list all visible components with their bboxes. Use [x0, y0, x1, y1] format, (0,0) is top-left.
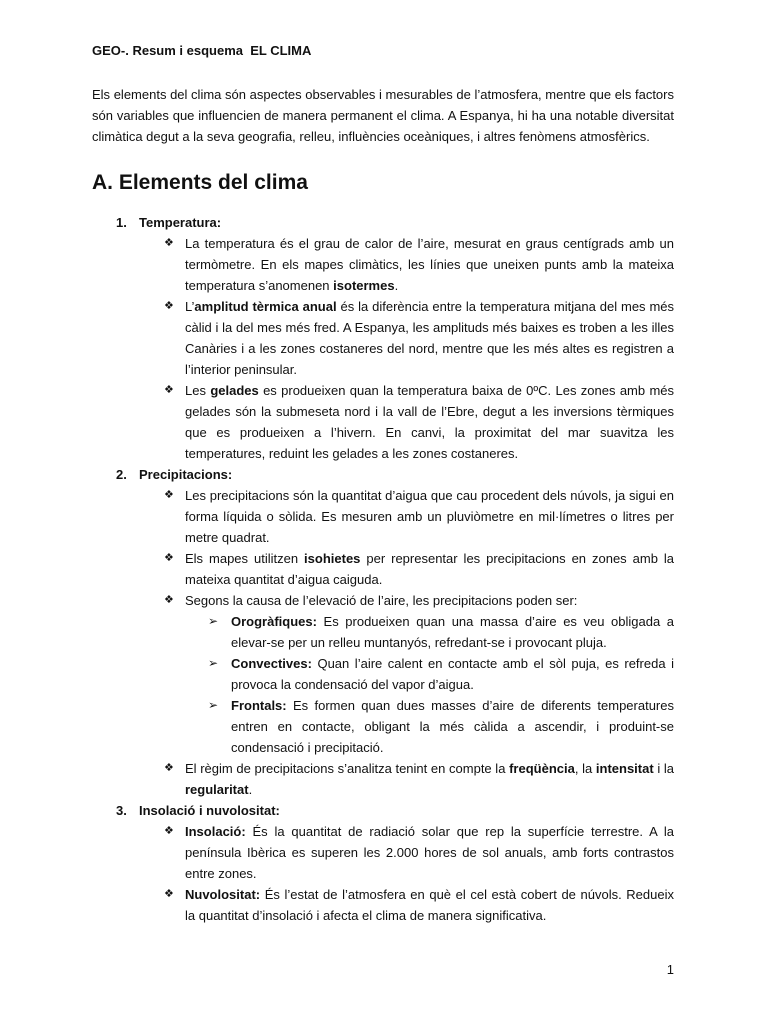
bullet-item	[92, 590, 674, 611]
sub-bullet-item	[92, 695, 674, 758]
bullet-item	[92, 296, 674, 380]
bold-term: freqüència	[509, 761, 575, 776]
list-item-title: Precipitacions:	[139, 467, 233, 482]
diamond-bullet-icon: ❖	[164, 825, 174, 837]
bullet-item	[92, 233, 674, 296]
bullet-text: .	[394, 278, 399, 293]
diamond-bullet-icon: ❖	[164, 888, 174, 900]
intro-paragraph: Els elements del clima són aspectes observables i mesurables de l’atmosfera, mentre que els factors són variables que influencien de manera permanent el clima. A Espanya, hi ha una notable diversitat climàtica degut a la seva geografia, relleu, influències oceàniques, i altres fenòmens atmosfèrics.	[92, 87, 674, 144]
bullet-text: Segons la causa de l’elevació de l’aire, les precipitacions poden ser:	[185, 593, 578, 608]
list-item-title: Insolació i nuvolositat:	[139, 803, 280, 818]
diamond-bullet-icon: ❖	[164, 594, 174, 606]
bold-term: Orogràfiques:	[231, 614, 317, 629]
bullet-text: Es formen quan dues masses d’aire de diferents temperatures entren en contacte, obligant la més càlida a ascendir, i produint-se condensació i precipitació.	[231, 698, 674, 755]
list-item-title: Temperatura:	[139, 215, 222, 230]
bullet-text: i la	[653, 761, 674, 776]
diamond-bullet-icon: ❖	[164, 384, 174, 396]
bullet-item	[92, 821, 674, 884]
bullet-text: La temperatura és el grau de calor de l’aire, mesurat en graus centígrads amb un termòmetre. En els mapes climàtics, les línies que uneixen punts amb la mateixa temperatura s’anomenen	[185, 236, 674, 293]
bold-term: Nuvolositat:	[185, 887, 261, 902]
bold-term: gelades	[210, 383, 259, 398]
bullet-text: Es produeixen quan una massa d’aire es veu obligada a elevar-se per un relleu muntanyós, refredant-se i provocant pluja.	[231, 614, 674, 650]
bullet-item	[92, 485, 674, 548]
bold-term: Convectives:	[231, 656, 312, 671]
bullet-text: és la diferència entre la temperatura mitjana del mes més càlid i la del mes més fred. A Espanya, les amplituds més baixes es troben a les illes Canàries i a les zones costaneres del nord, mentre que les més altes es registren a l’interior peninsular.	[185, 299, 675, 377]
list-item-insolacio	[92, 800, 674, 821]
bullet-item	[92, 758, 674, 800]
bullet-text: Quan l’aire calent en contacte amb el sòl puja, es refreda i provoca la condensació del vapor d’aigua.	[231, 656, 674, 692]
bullet-text: Les	[185, 383, 211, 398]
arrowhead-bullet-icon: ➢	[208, 614, 219, 628]
arrowhead-bullet-icon: ➢	[208, 656, 219, 670]
diamond-bullet-icon: ❖	[164, 489, 174, 501]
bullet-text: L’	[185, 299, 195, 314]
bold-term: isohietes	[304, 551, 361, 566]
bullet-text: per representar les precipitacions en zones amb la mateixa quantitat d’aigua caiguda.	[185, 551, 675, 587]
bullet-item	[92, 884, 674, 926]
bullet-text: , la	[574, 761, 596, 776]
section-heading: A. Elements del clima	[92, 171, 308, 194]
bullet-text: .	[248, 782, 253, 797]
page-number: 1	[666, 962, 674, 977]
bullet-text: Els mapes utilitzen	[185, 551, 305, 566]
list-item-precipitacions	[92, 464, 674, 485]
list-number: 1.	[116, 215, 127, 230]
elements-list	[92, 212, 674, 926]
bullet-text: Les precipitacions són la quantitat d’aigua que cau procedent dels núvols, ja sigui en forma líquida o sòlida. Es mesuren amb un pluviòmetre en mil·límetres o litres per metre quadrat.	[185, 488, 674, 545]
bold-term: regularitat	[185, 782, 249, 797]
diamond-bullet-icon: ❖	[164, 762, 174, 774]
list-number: 2.	[116, 467, 127, 482]
bullet-item	[92, 548, 674, 590]
bullet-text: És la quantitat de radiació solar que rep la superfície terrestre. A la península Ibèrica es superen les 2.000 hores de sol anuals, amb forts contrastos entre zones.	[185, 824, 674, 881]
bullet-text: es produeixen quan la temperatura baixa de 0ºC. Les zones amb més gelades són la submeseta nord i la vall de l’Ebre, degut a les inversions tèrmiques que es produeixen a l’hivern. En canvi, la proximitat del mar suavitza les temperatures, reduint les gelades a les zones costaneres.	[185, 383, 675, 461]
bold-term: isotermes	[333, 278, 395, 293]
bold-term: amplitud tèrmica anual	[194, 299, 337, 314]
bullet-item	[92, 380, 674, 464]
diamond-bullet-icon: ❖	[164, 237, 174, 249]
bold-term: Insolació:	[185, 824, 246, 839]
list-number: 3.	[116, 803, 127, 818]
sub-bullet-item	[92, 653, 674, 695]
bold-term: intensitat	[595, 761, 654, 776]
bullet-text: El règim de precipitacions s’analitza tenint en compte la	[185, 761, 510, 776]
list-item-temperatura	[92, 212, 674, 233]
arrowhead-bullet-icon: ➢	[208, 698, 219, 712]
document-title: GEO-. Resum i esquema EL CLIMA	[92, 43, 312, 58]
bullet-text: És l’estat de l’atmosfera en què el cel està cobert de núvols. Redueix la quantitat d’insolació i afecta el clima de manera significativa.	[185, 887, 674, 923]
bold-term: Frontals:	[231, 698, 287, 713]
diamond-bullet-icon: ❖	[164, 300, 174, 312]
diamond-bullet-icon: ❖	[164, 552, 174, 564]
sub-bullet-item	[92, 611, 674, 653]
